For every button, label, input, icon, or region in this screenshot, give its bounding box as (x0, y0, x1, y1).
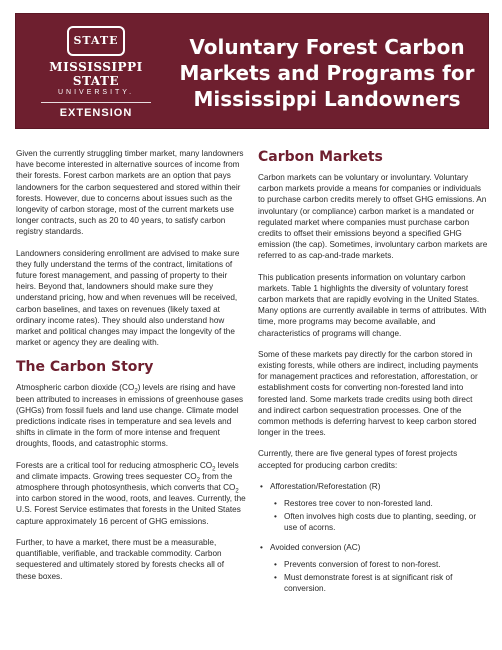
state-seal-icon (67, 26, 125, 56)
logo-divider (41, 102, 151, 103)
list-item-afforestation: • Afforestation/Reforestation (R) (258, 481, 488, 492)
page-title: Voluntary Forest Carbon Markets and Programs for Mississippi Landowners (179, 35, 475, 111)
header-band (16, 14, 488, 128)
header (0, 0, 502, 136)
logo-university: UNIVERSITY. (57, 89, 135, 96)
intro-paragraph-2: Landowners considering enrollment are advised to make sure they fully understand the terms of the contract, limitations of future forest management, and passing of property to their heirs. Beyond that, landowners should make sure they understand pricing, how and when revenues will be received, carbon baselines, and taxes on revenues (likely taxed at ordinary income rates). They should also understand how market and political changes may impact the longevity of the market or agency they are dealing with. (16, 248, 240, 348)
carbon-story-heading: The Carbon Story (16, 359, 154, 376)
markets-paragraph-4: Currently, there are five general types of forest projects accepted for producing carbon credits: (258, 449, 458, 470)
list-item-avoided-conversion: • Avoided conversion (AC) (258, 542, 488, 553)
list-item: • Often involves high costs due to planting, seeding, or use of acorns. (272, 511, 488, 533)
list-item: • Prevents conversion of forest to non-forest. (272, 559, 488, 570)
carbon-story-paragraph-2: Forests are a critical tool for reducing atmospheric $CO_2$ levels and climate impacts. Growing trees sequester $CO_2$ from the atmosphere through photosynthesis, which converts that $CO_2$ into carbon stored in the wood, roots, and leaves. Currently, the U.S. Forest Service estimates that forests in the United States capture approximately 16 percent of GHG emissions. (16, 460, 246, 526)
right-column (258, 148, 488, 603)
markets-paragraph-1: Carbon markets can be voluntary or involuntary. Voluntary carbon markets provide a means for companies or individuals to purchase carbon credits merely to offset GHG emissions. An involuntary (or compliance) carbon market is a mandated or regulated market where companies must purchase carbon credits to offset their emissions beyond a specified GHG emission (the cap). Sometimes, involuntary carbon markets are referred to as cap-and-trade markets. (258, 173, 488, 261)
avoided-conversion-sublist (272, 559, 488, 595)
carbon-markets-heading: Carbon Markets (258, 149, 383, 165)
list-item: • Restores tree cover to non-forested land. (272, 498, 488, 509)
left-column (16, 148, 246, 592)
logo-extension: EXTENSION (59, 107, 133, 119)
seal-text: STATE (73, 34, 119, 47)
list-item: • Must demonstrate forest is at significant risk of conversion. (272, 572, 488, 594)
afforestation-sublist (272, 498, 488, 534)
markets-paragraph-3: Some of these markets pay directly for the carbon stored in existing forests, while others are indirect, including payments for management practices and reforestation, afforestation, or establishment costs for converting non-forested land into forested land. Some markets trade credits using both direct and indirect carbon sequestration processes. One of the common methods is deferring harvest to keep carbon stored longer in the trees. (258, 349, 479, 438)
carbon-story-paragraph-1: Atmospheric carbon dioxide $(CO_2)$ levels are rising and have been attributed to increases in emissions of greenhouse gases (GHGs) from fossil fuels and land use change. Climate model predictions indicate rises in temperature and sea levels and shifts in climate in the form of more intense and frequent droughts, floods, and catastrophic storms. (16, 383, 244, 449)
msu-extension-logo (26, 26, 166, 118)
intro-paragraph-1: Given the currently struggling timber market, many landowners have become interested in alternative sources of income from their forests. Forest carbon markets are an option that pays landowners for the carbon sequestered and stored within their forests. However, due to concerns about issues such as the longevity of carbon storage, most of the current markets use longer contracts, such as 20 to 40 years, to satisfy carbon registry standards. (16, 149, 244, 237)
carbon-story-paragraph-3: Further, to have a market, there must be a measurable, quantifiable, verifiable, and trackable commodity. Carbon sequestered and ultimately stored by forests checks all of these boxes. (16, 537, 224, 581)
logo-name: MISSISSIPPI STATE (49, 60, 143, 88)
markets-paragraph-2: This publication presents information on voluntary carbon markets. Table 1 highlights the diversity of voluntary forest carbon markets that are rapidly evolving in the United States. Many options are currently available in terms of attributes. With time, more programs may become available, and characteristics of programs will change. (258, 272, 487, 338)
